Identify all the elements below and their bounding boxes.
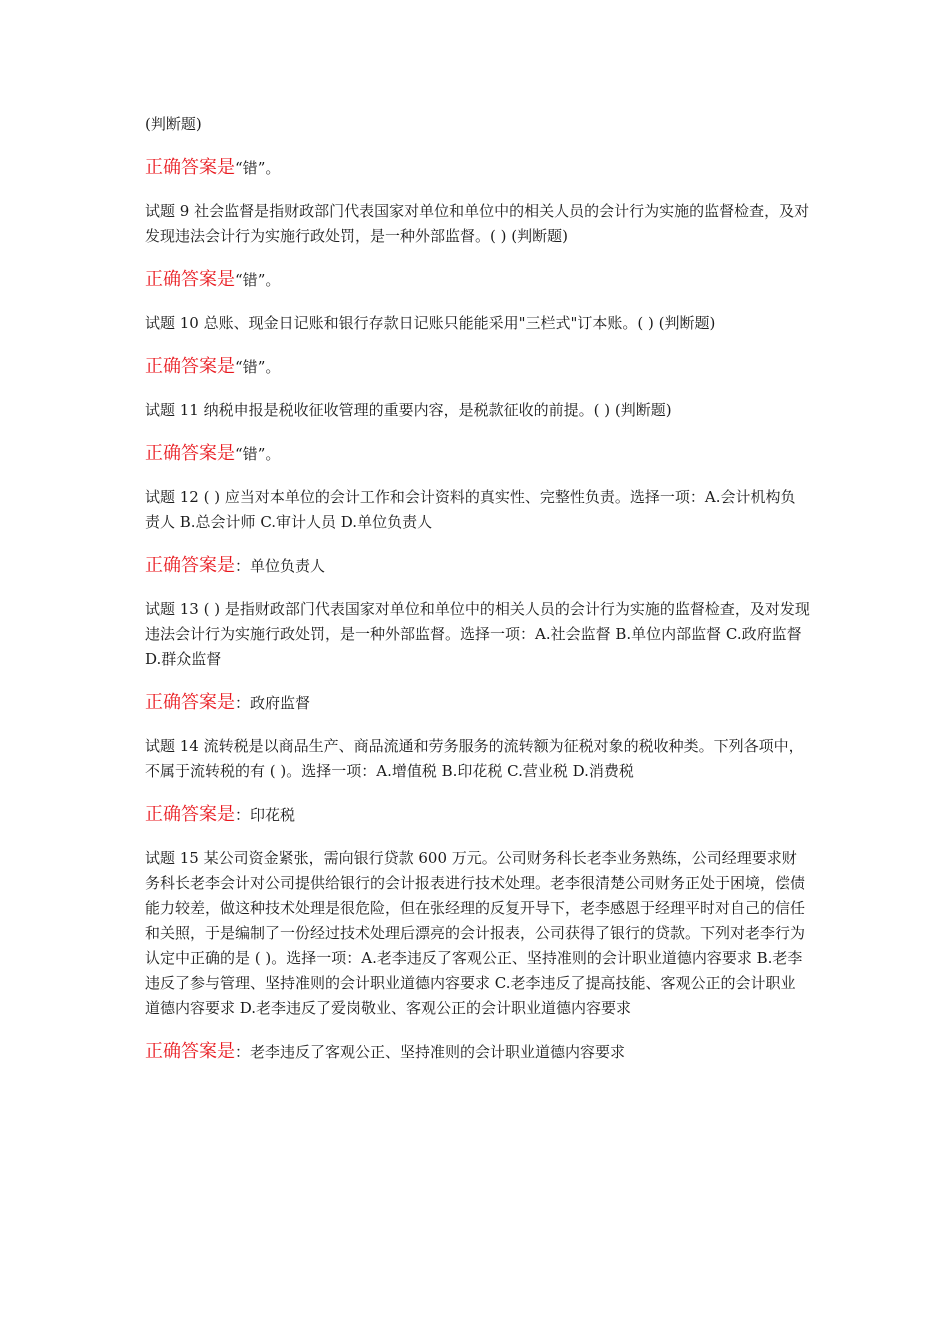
answer-value: 错 bbox=[242, 358, 258, 376]
answer-value: 错 bbox=[242, 445, 258, 463]
question-11: 试题 11 纳税申报是税收征收管理的重要内容，是税款征收的前提。( ) (判断题) bbox=[145, 401, 672, 419]
answer-sep: “ bbox=[235, 159, 243, 177]
answer-line bbox=[145, 801, 810, 829]
answer-label: 正确答案是 bbox=[145, 804, 235, 825]
answer-label: 正确答案是 bbox=[145, 1041, 235, 1062]
answer-label: 正确答案是 bbox=[145, 692, 235, 713]
answer-sep: ： bbox=[235, 557, 251, 575]
answer-sep: ： bbox=[235, 694, 251, 712]
answer-sep: “ bbox=[235, 445, 243, 463]
question-12: 试题 12 ( ) 应当对本单位的会计工作和会计资料的真实性、完整性负责。选择一项：A.会计机构负责人 B.总会计师 C.审计人员 D.单位负责人 bbox=[145, 488, 796, 531]
answer-line bbox=[145, 552, 810, 580]
answer-label: 正确答案是 bbox=[145, 157, 235, 178]
answer-label: 正确答案是 bbox=[145, 443, 235, 464]
answer-end: ”。 bbox=[257, 159, 281, 177]
answer-value: 单位负责人 bbox=[250, 557, 326, 575]
answer-value: 政府监督 bbox=[250, 694, 311, 712]
answer-line bbox=[145, 689, 810, 717]
answer-sep: ： bbox=[235, 1043, 251, 1061]
answer-line bbox=[145, 440, 810, 468]
answer-end: ”。 bbox=[257, 358, 281, 376]
answer-label: 正确答案是 bbox=[145, 269, 235, 290]
answer-line bbox=[145, 1038, 810, 1066]
answer-label: 正确答案是 bbox=[145, 555, 235, 576]
answer-value: 错 bbox=[242, 271, 258, 289]
question-13: 试题 13 ( ) 是指财政部门代表国家对单位和单位中的相关人员的会计行为实施的监督检查，及对发现违法会计行为实施行政处罚，是一种外部监督。选择一项：A.社会监督 B.单位内部监督 C.政府监督 D.群众监督 bbox=[145, 600, 810, 668]
question-tail: (判断题) bbox=[145, 115, 202, 133]
answer-line bbox=[145, 154, 810, 182]
answer-value: 老李违反了客观公正、坚持准则的会计职业道德内容要求 bbox=[250, 1043, 626, 1061]
answer-line bbox=[145, 353, 810, 381]
answer-sep: ： bbox=[235, 806, 251, 824]
question-14: 试题 14 流转税是以商品生产、商品流通和劳务服务的流转额为征税对象的税收种类。下列各项中，不属于流转税的有 ( )。选择一项：A.增值税 B.印花税 C.营业税 D.消费税 bbox=[145, 737, 804, 780]
answer-value: 印花税 bbox=[250, 806, 296, 824]
answer-end: ”。 bbox=[257, 271, 281, 289]
question-15: 试题 15 某公司资金紧张，需向银行贷款 600 万元。公司财务科长老李业务熟练，公司经理要求财务科长老李会计对公司提供给银行的会计报表进行技术处理。老李很清楚公司财务正处于困境，偿债能力较差，做这种技术处理是很危险，但在张经理的反复开导下，老李感恩于经理平时对自己的信任和关照，于是编制了一份经过技术处理后漂亮的会计报表，公司获得了银行的贷款。下列对老李行为认定中正确的是 ( )。选择一项：A.老李违反了客观公正、坚持准则的会计职业道德内容要求 B.老李违反了参与管理、坚持准则的会计职业道德内容要求 C.老李违反了提高技能、客观公正的会计职业道德内容要求 D.老李违反了爱岗敬业、客观公正的会计职业道德内容要求 bbox=[145, 849, 806, 1017]
question-9: 试题 9 社会监督是指财政部门代表国家对单位和单位中的相关人员的会计行为实施的监督检查，及对发现违法会计行为实施行政处罚，是一种外部监督。( ) (判断题) bbox=[145, 202, 810, 245]
answer-value: 错 bbox=[242, 159, 258, 177]
answer-end: ”。 bbox=[257, 445, 281, 463]
answer-sep: “ bbox=[235, 271, 243, 289]
document-page bbox=[145, 112, 810, 1066]
answer-sep: “ bbox=[235, 358, 243, 376]
question-10: 试题 10 总账、现金日记账和银行存款日记账只能能采用"三栏式"订本账。( ) (判断题) bbox=[145, 314, 716, 332]
answer-label: 正确答案是 bbox=[145, 356, 235, 377]
answer-line bbox=[145, 266, 810, 294]
